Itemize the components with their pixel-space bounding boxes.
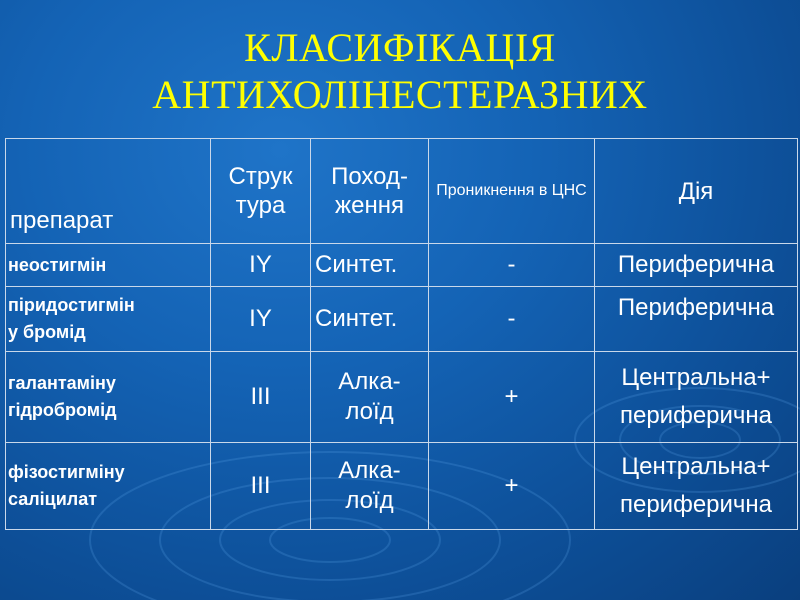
structure-cell: IY (211, 287, 311, 352)
origin-cell: Синтет. (311, 287, 429, 352)
origin-cell: Алка- лоїд (311, 352, 429, 443)
header-cns: Проникнення в ЦНС (429, 139, 595, 244)
cns-cell: - (429, 287, 595, 352)
table-row (6, 443, 798, 530)
cns-cell: - (429, 244, 595, 287)
header-origin: Поход- ження (311, 139, 429, 244)
origin-cell: Синтет. (311, 244, 429, 287)
structure-cell: III (211, 443, 311, 530)
drug-name: піридостигмін у бромід (6, 287, 211, 352)
action-cell: Периферична (595, 287, 798, 352)
table-header-row (6, 139, 798, 244)
cns-cell: + (429, 352, 595, 443)
action-cell: Центральна+ периферична (595, 352, 798, 443)
cns-cell: + (429, 443, 595, 530)
drug-name: неостигмін (6, 244, 211, 287)
action-cell: Периферична (595, 244, 798, 287)
drug-name: фізостигміну саліцилат (6, 443, 211, 530)
table-row (6, 352, 798, 443)
header-structure: Струк тура (211, 139, 311, 244)
slide-title (0, 24, 800, 118)
table-row (6, 244, 798, 287)
table-row (6, 287, 798, 352)
drug-name: галантаміну гідробромід (6, 352, 211, 443)
structure-cell: IY (211, 244, 311, 287)
title-line-1: КЛАСИФІКАЦІЯ (244, 25, 556, 70)
structure-cell: III (211, 352, 311, 443)
origin-cell: Алка- лоїд (311, 443, 429, 530)
classification-table (5, 138, 798, 530)
header-drug: препарат (6, 139, 211, 244)
action-cell: Центральна+ периферична (595, 443, 798, 530)
title-line-2: АНТИХОЛІНЕСТЕРАЗНИХ (152, 72, 648, 117)
header-action: Дія (595, 139, 798, 244)
